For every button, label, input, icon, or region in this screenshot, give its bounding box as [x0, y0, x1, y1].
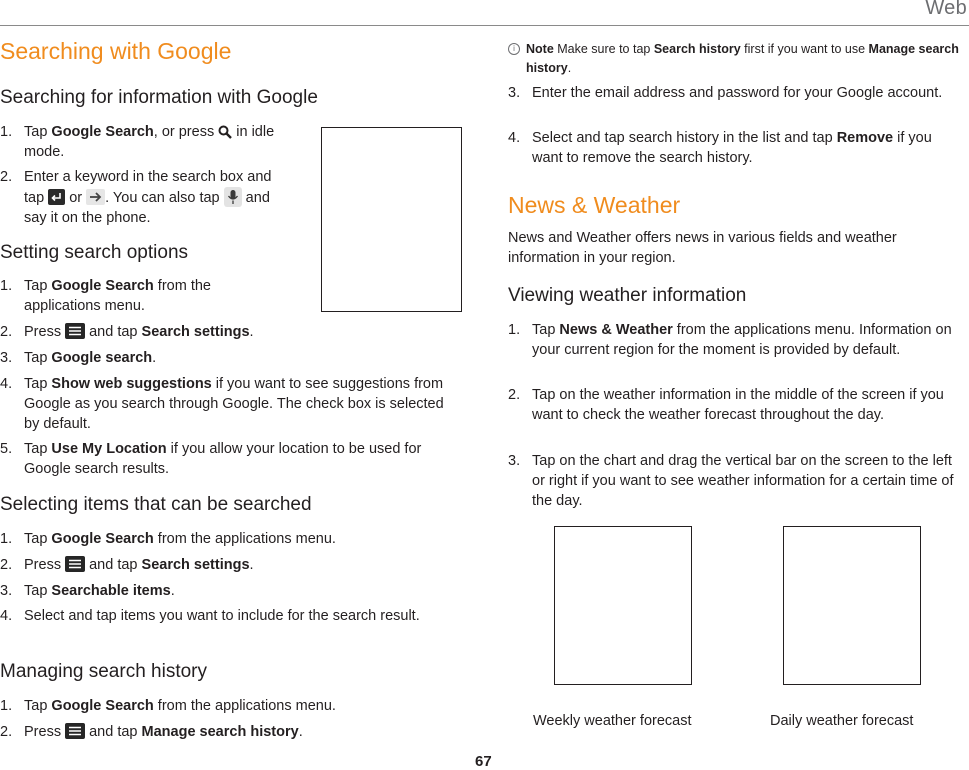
- list-item: Tap Google Search from the applications menu.: [24, 698, 336, 714]
- list-number: 2.: [0, 169, 13, 185]
- weekly-forecast-screenshot: [554, 526, 692, 685]
- info-icon: i: [508, 43, 520, 55]
- list-number: 4.: [0, 608, 13, 624]
- list-item: Tap Use My Location if you allow your location to be used for Google search results.: [24, 441, 422, 477]
- menu-key-icon: [65, 323, 85, 339]
- menu-key-icon: [65, 723, 85, 739]
- microphone-icon: [224, 187, 242, 207]
- phone-screenshot-placeholder: [321, 127, 462, 312]
- list-number: 3.: [508, 453, 521, 469]
- enter-key-icon: [48, 189, 65, 205]
- list-item: Select and tap search history in the list and tap Remove if you want to remove the search history.: [532, 130, 932, 166]
- list-number: 2.: [0, 557, 13, 573]
- list-number: 1.: [0, 531, 13, 547]
- list-number: 4.: [0, 376, 13, 392]
- list-number: 1.: [508, 322, 521, 338]
- list-number: 2.: [0, 724, 13, 740]
- list-number: 1.: [0, 124, 13, 140]
- list-item: Tap on the chart and drag the vertical bar on the screen to the left or right if you want to see weather information for a certain time of the day.: [532, 453, 954, 509]
- list-item: Tap Google Search, or press in idle mode.: [24, 124, 275, 160]
- list-item: Select and tap items you want to include for the search result.: [24, 608, 420, 624]
- heading-searchable-items: Selecting items that can be searched: [0, 494, 312, 515]
- list-item: Enter a keyword in the search box and tap or . You can also tap and say it on the phone.: [24, 169, 272, 226]
- list-number: 1.: [0, 698, 13, 714]
- list-item: Tap on the weather information in the middle of the screen if you want to check the weather forecast throughout the day.: [532, 387, 944, 423]
- list-number: 1.: [0, 278, 13, 294]
- caption-daily-forecast: Daily weather forecast: [770, 713, 914, 729]
- search-icon: [218, 125, 232, 139]
- list-item: Press and tap Manage search history.: [24, 724, 303, 740]
- list-number: 3.: [0, 583, 13, 599]
- header-rule: [0, 25, 969, 26]
- heading-viewing-weather: Viewing weather information: [508, 285, 747, 306]
- list-number: 2.: [0, 324, 13, 340]
- list-item: Press and tap Search settings.: [24, 557, 254, 573]
- caption-weekly-forecast: Weekly weather forecast: [533, 713, 692, 729]
- list-item: Press and tap Search settings.: [24, 324, 254, 340]
- daily-forecast-screenshot: [783, 526, 921, 685]
- page-number: 67: [475, 753, 492, 770]
- list-item: Tap Searchable items.: [24, 583, 175, 599]
- list-item: Enter the email address and password for your Google account.: [532, 85, 943, 101]
- chapter-title-google: Searching with Google: [0, 38, 232, 64]
- list-item: Tap Google Search from the applications menu.: [24, 278, 211, 314]
- list-number: 5.: [0, 441, 13, 457]
- list-item: Tap Google Search from the applications menu.: [24, 531, 336, 547]
- list-number: 3.: [0, 350, 13, 366]
- menu-key-icon: [65, 556, 85, 572]
- chapter-title-news-weather: News & Weather: [508, 192, 681, 218]
- list-item: Tap Show web suggestions if you want to see suggestions from Google as you search through Google. The check box is selected by default.: [24, 376, 444, 432]
- list-item: Tap News & Weather from the applications menu. Information on your current region for the moment is provided by default.: [532, 322, 952, 358]
- intro-paragraph: News and Weather offers news in various fields and weather information in your region.: [508, 230, 897, 266]
- list-number: 4.: [508, 130, 521, 146]
- heading-searching-info: Searching for information with Google: [0, 87, 318, 108]
- list-number: 3.: [508, 85, 521, 101]
- arrow-right-icon: [86, 189, 105, 205]
- list-number: 2.: [508, 387, 521, 403]
- list-item: Tap Google search.: [24, 350, 157, 366]
- section-title: Web: [925, 0, 967, 19]
- heading-search-history: Managing search history: [0, 661, 207, 682]
- note-text: Note Make sure to tap Search history first if you want to use Manage search history.: [526, 42, 959, 75]
- heading-search-options: Setting search options: [0, 242, 189, 263]
